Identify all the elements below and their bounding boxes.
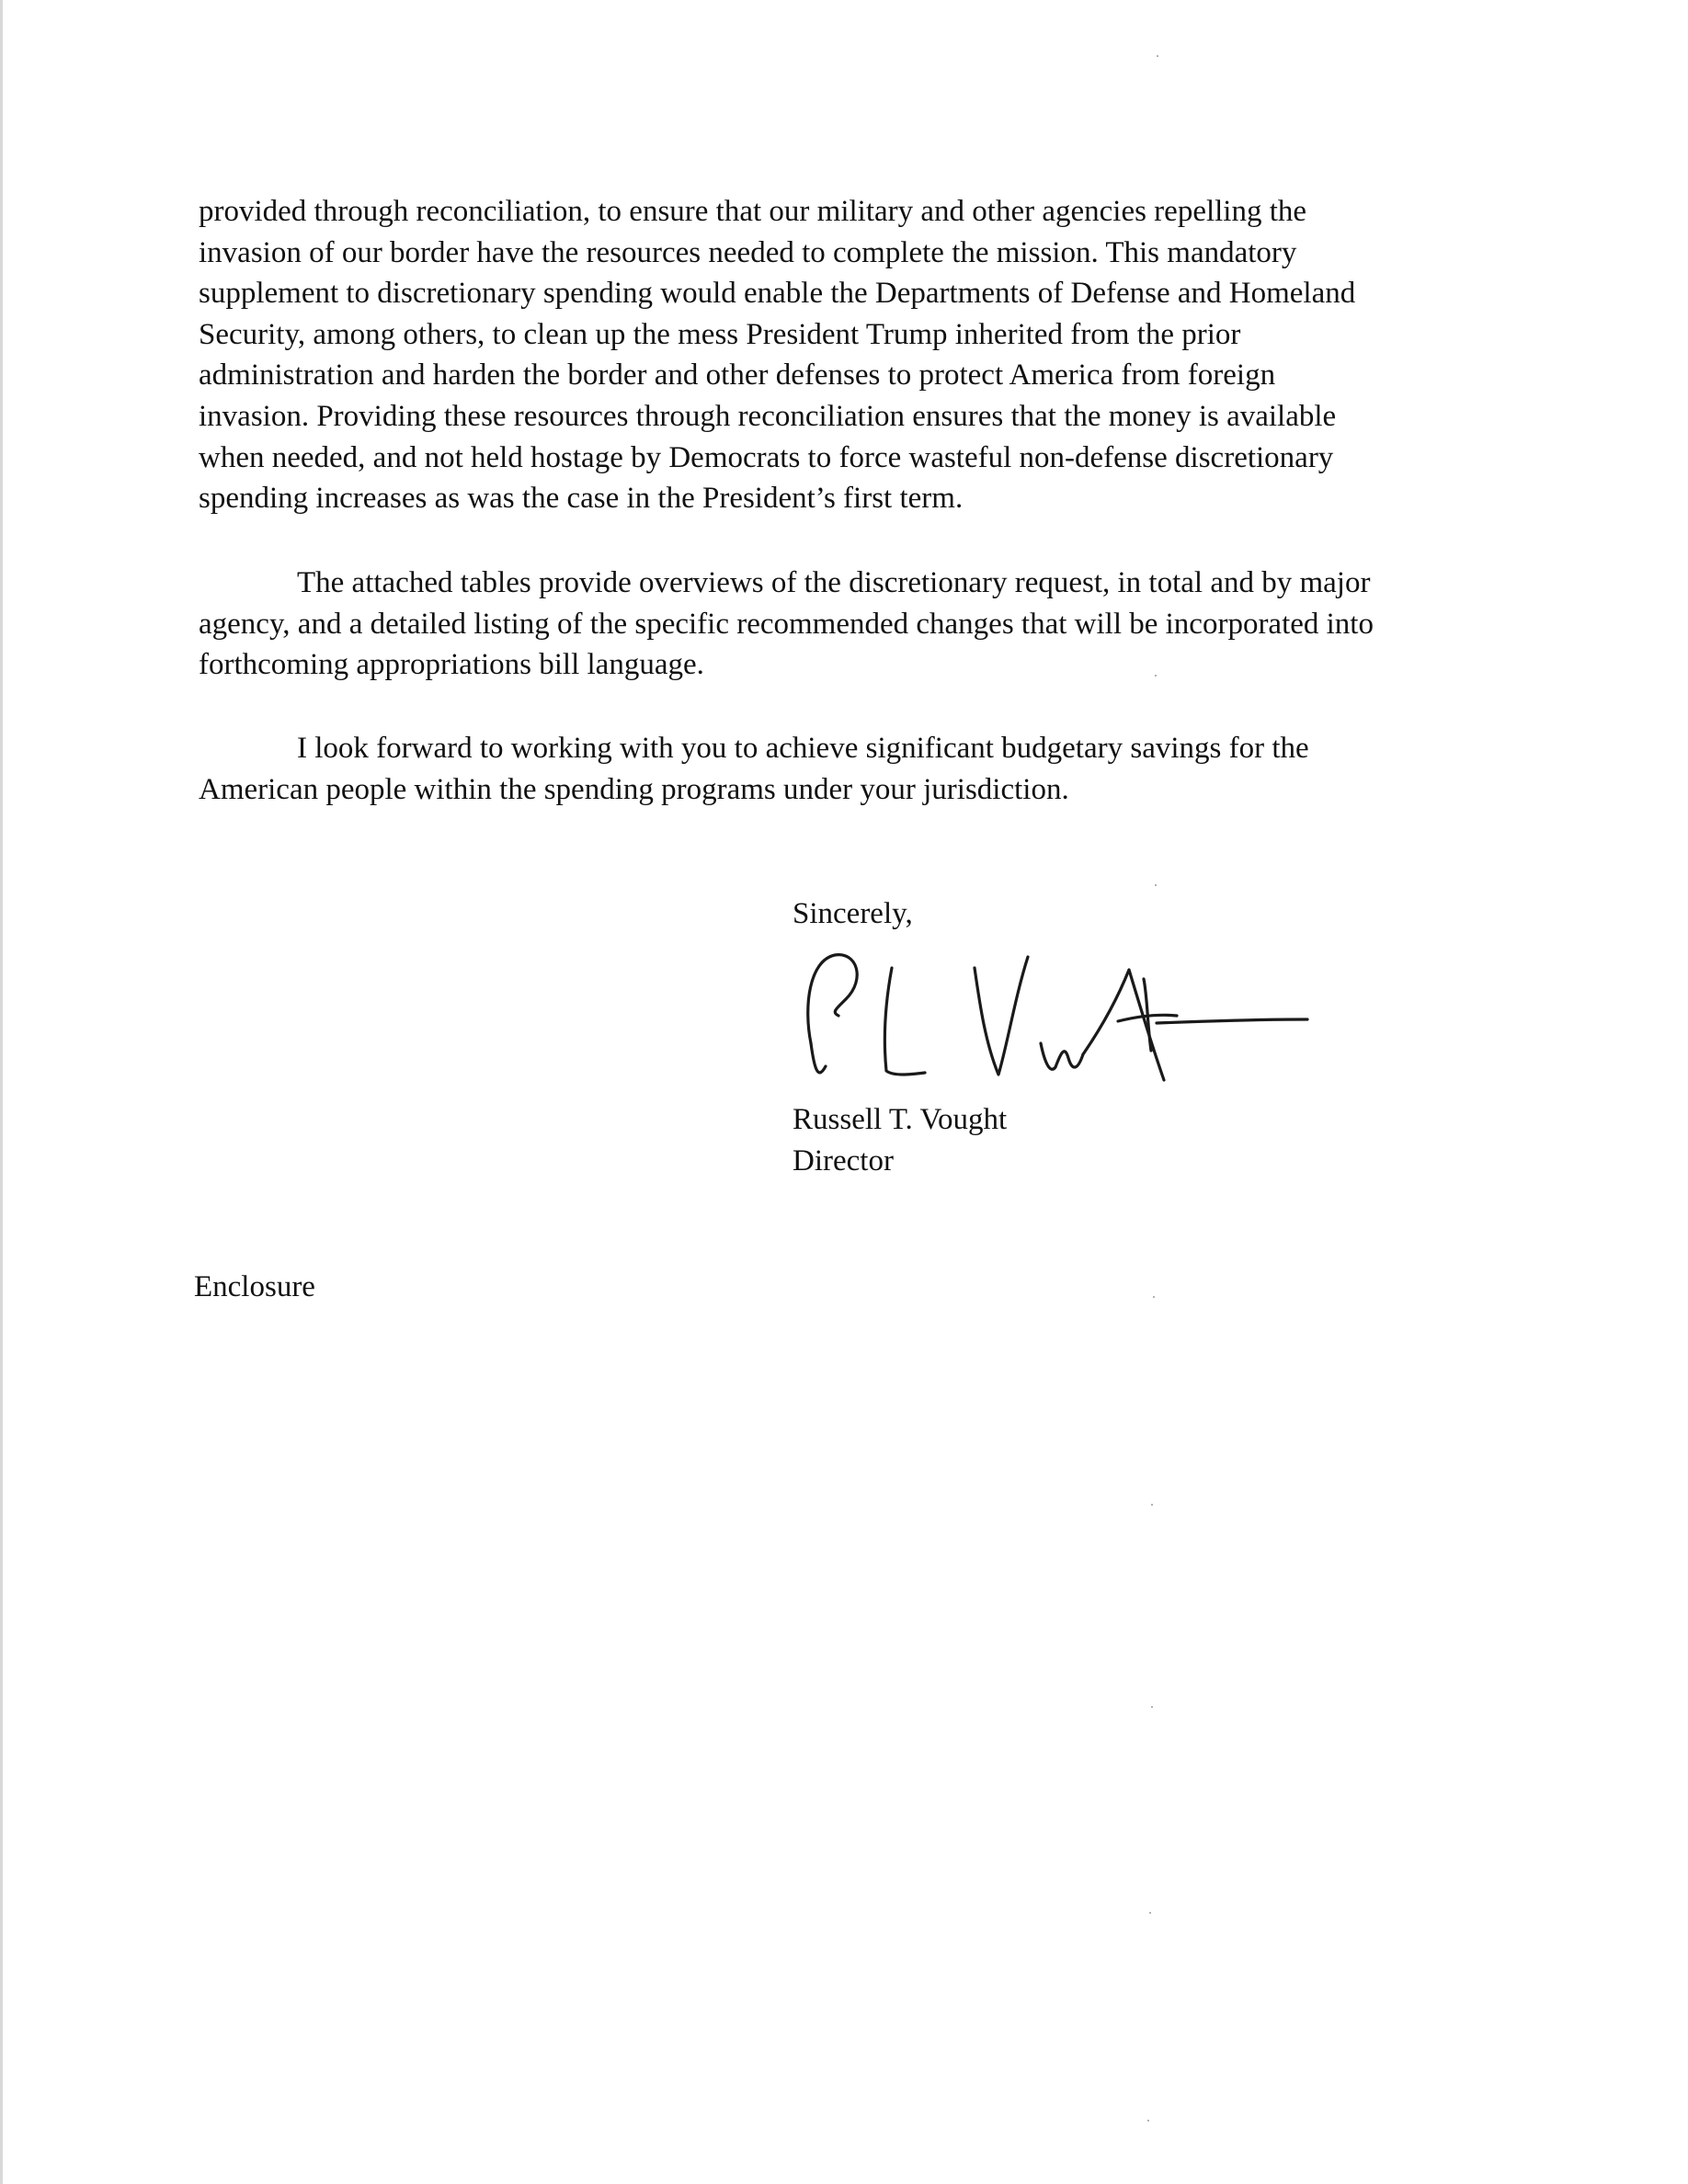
scan-speck [1155, 675, 1157, 677]
scan-speck [1151, 1504, 1153, 1506]
paragraph-line: provided through reconciliation, to ensure that our military and other agencies repelling the [199, 195, 1307, 228]
scan-speck [1155, 884, 1157, 886]
paragraph-line: American people within the spending programs under your jurisdiction. [199, 772, 1069, 806]
scan-edge-shadow [0, 0, 3, 2184]
body-paragraph-3 [199, 728, 1504, 810]
scan-speck [1149, 1912, 1151, 1914]
scan-speck [1147, 2120, 1149, 2121]
signer-block [793, 1099, 1007, 1181]
paragraph-line: The attached tables provide overviews of the discretionary request, in total and by major [297, 566, 1371, 599]
signer-title: Director [793, 1143, 894, 1177]
scan-speck [1153, 1296, 1155, 1298]
paragraph-line: I look forward to working with you to achieve significant budgetary savings for the [297, 732, 1309, 765]
body-paragraph-1 [199, 191, 1504, 519]
signer-name: Russell T. Vought [793, 1103, 1008, 1136]
paragraph-line: Security, among others, to clean up the mess President Trump inherited from the prior [199, 317, 1241, 351]
paragraph-line: supplement to discretionary spending would enable the Departments of Defense and Homeland [199, 277, 1356, 311]
paragraph-line: agency, and a detailed listing of the specific recommended changes that will be incorporated into [199, 607, 1374, 641]
paragraph-line: invasion. Providing these resources through reconciliation ensures that the money is available [199, 399, 1337, 433]
paragraph-line: administration and harden the border and other defenses to protect America from foreign [199, 358, 1276, 392]
scan-speck [1151, 1706, 1153, 1708]
paragraph-line: spending increases as was the case in the President’s first term. [199, 482, 964, 516]
paragraph-line: when needed, and not held hostage by Democrats to force wasteful non-defense discretionary [199, 440, 1334, 474]
paragraph-line: forthcoming appropriations bill language. [199, 648, 704, 682]
paragraph-line: invasion of our border have the resources needed to complete the mission. This mandatory [199, 235, 1297, 269]
enclosure-note: Enclosure [194, 1270, 315, 1303]
closing-salutation: Sincerely, [793, 897, 913, 930]
body-paragraph-2 [199, 563, 1504, 686]
scan-speck [1157, 55, 1158, 57]
handwritten-signature [791, 942, 1324, 1108]
